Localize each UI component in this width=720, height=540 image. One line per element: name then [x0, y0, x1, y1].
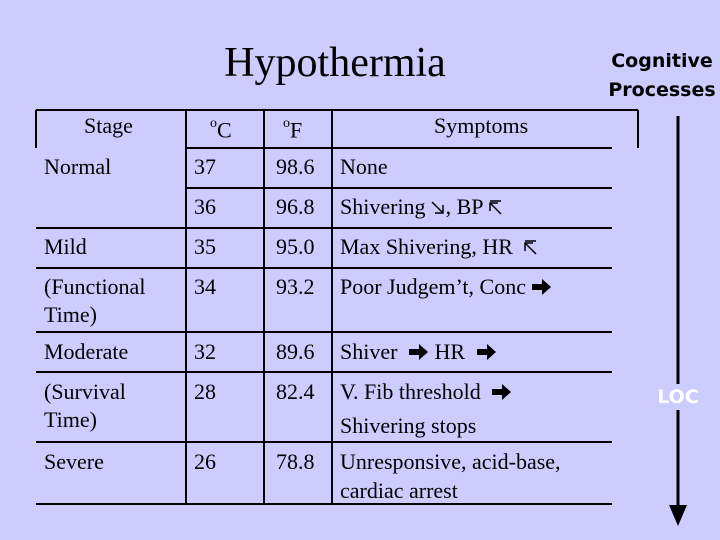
fahrenheit-cell: 98.6 [276, 154, 315, 179]
symptom-cell: Unresponsive, acid-base, [340, 449, 561, 474]
stage-cell: (Functional [44, 274, 146, 299]
symptom-cell [340, 193, 503, 223]
loc-label [622, 386, 720, 408]
right-arrow-icon [407, 340, 429, 368]
symptom-text: Shivering [340, 194, 426, 219]
celsius-cell: 37 [194, 154, 216, 179]
right-arrow-icon [490, 380, 512, 408]
symptom-text: Max Shivering, HR [340, 234, 519, 259]
up-left-arrow-icon [522, 235, 538, 263]
symptom-text: Poor Judgem’t, Conc [340, 274, 526, 299]
up-left-arrow-icon [487, 195, 503, 223]
celsius-cell: 35 [194, 234, 216, 259]
symptom-text: Shiver [340, 339, 403, 364]
fahrenheit-cell: 78.8 [276, 449, 315, 474]
header-celsius [210, 112, 232, 144]
right-arrow-icon [530, 275, 552, 303]
fahrenheit-cell: 96.8 [276, 194, 315, 219]
stage-cell-line2: Time) [44, 302, 97, 327]
stage-cell-line2: Time) [44, 407, 97, 432]
celsius-cell: 26 [194, 449, 216, 474]
fahrenheit-cell: 89.6 [276, 339, 315, 364]
header-symptoms: Symptoms [434, 113, 529, 138]
cognitive-label-line1: Cognitive [611, 50, 713, 72]
stage-cell: Mild [44, 234, 87, 259]
symptom-cell: None [340, 154, 388, 179]
stage-cell: Severe [44, 449, 104, 474]
symptom-cell [340, 378, 512, 408]
celsius-cell: 34 [194, 274, 216, 299]
degree-mark: o [210, 116, 217, 131]
fahrenheit-cell: 95.0 [276, 234, 315, 259]
loc-text: LOC [651, 384, 705, 410]
cognitive-label-line2: Processes [608, 79, 716, 101]
symptom-cell-line2: cardiac arrest [340, 478, 458, 503]
stage-cell: Moderate [44, 339, 129, 364]
right-arrow-icon [475, 340, 497, 368]
symptom-cell [340, 338, 497, 368]
symptom-cell [340, 233, 538, 263]
celsius-cell: 32 [194, 339, 216, 364]
symptom-cell [340, 273, 552, 303]
fahrenheit-cell: 93.2 [276, 274, 315, 299]
header-fahrenheit [283, 112, 302, 144]
symptom-mid: HR [434, 339, 471, 364]
symptom-text: V. Fib threshold [340, 379, 487, 404]
down-right-arrow-icon [430, 195, 446, 223]
celsius-cell: 28 [194, 379, 216, 404]
celsius-unit: C [217, 117, 232, 143]
stage-cell: Normal [44, 154, 112, 179]
header-stage: Stage [84, 113, 133, 138]
fahrenheit-unit: F [290, 117, 303, 143]
degree-mark: o [283, 116, 290, 131]
stage-cell: (Survival [44, 379, 126, 404]
fahrenheit-cell: 82.4 [276, 379, 315, 404]
symptom-cell-line2: Shivering stops [340, 413, 477, 438]
celsius-cell: 36 [194, 194, 216, 219]
page-title: Hypothermia [224, 40, 446, 86]
symptom-suffix: , BP [445, 194, 484, 219]
